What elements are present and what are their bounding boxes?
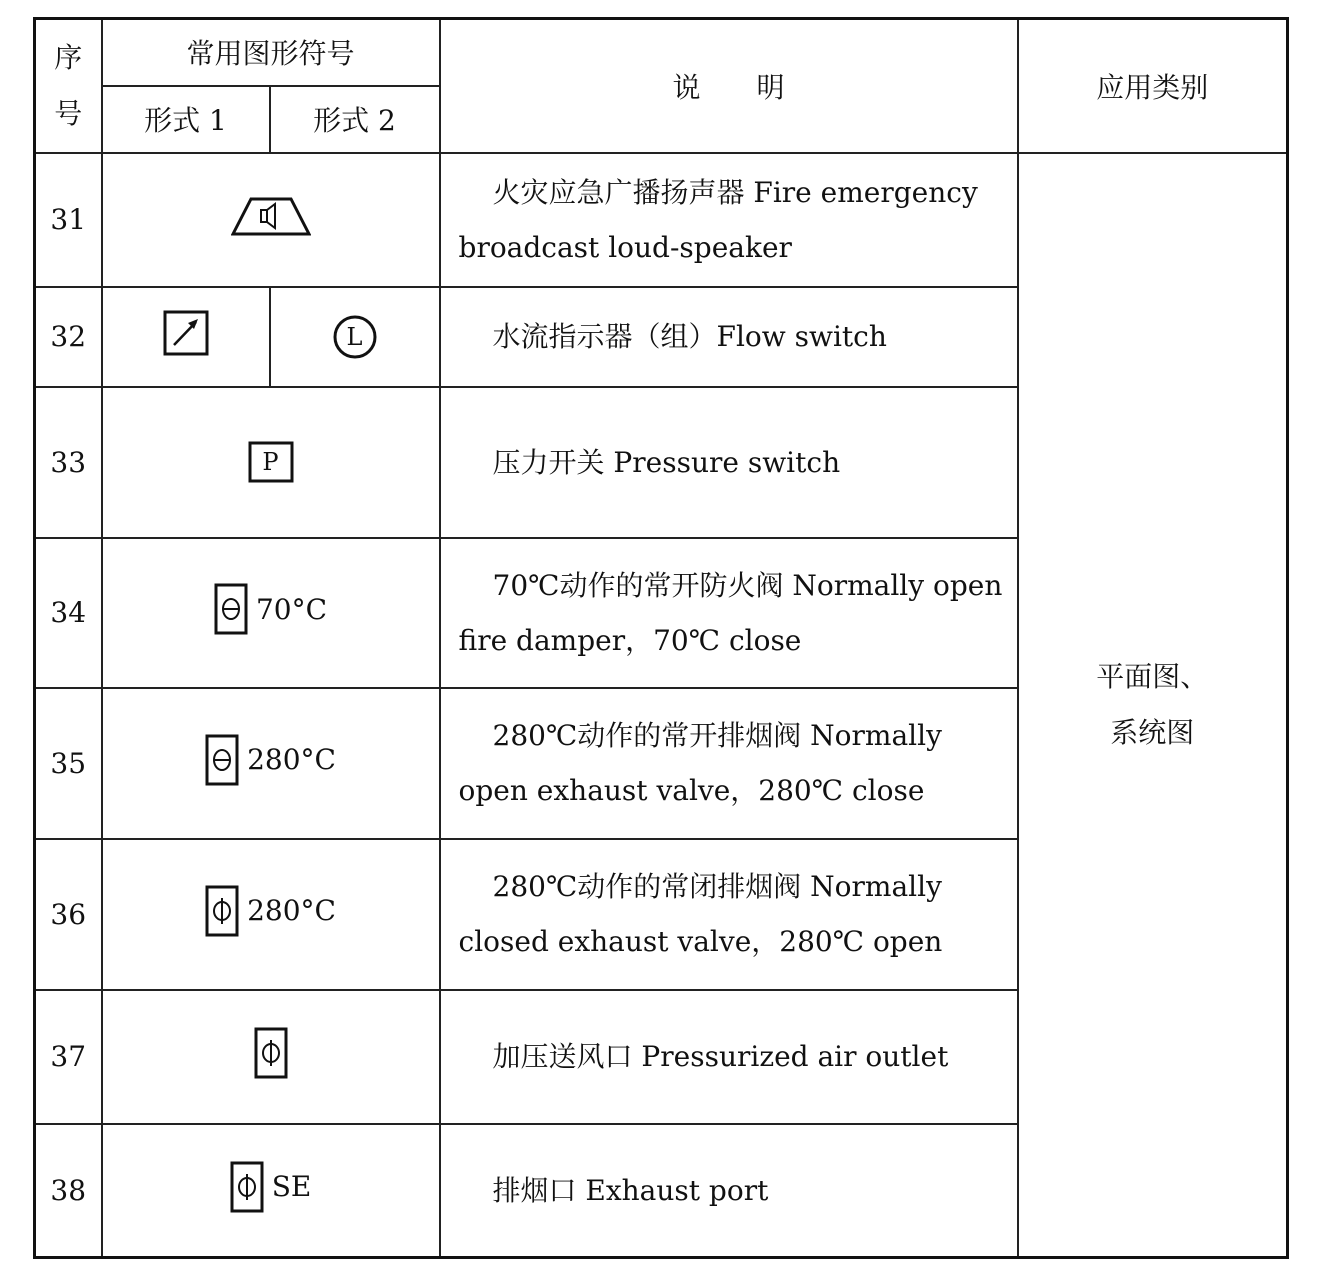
damper-theta-icon: [214, 583, 248, 635]
row-number: 35: [35, 688, 102, 839]
row-description: 排烟口 Exhaust port: [440, 1124, 1018, 1258]
symbol-cell: [102, 387, 440, 538]
loudspeaker-icon: [231, 196, 311, 236]
damper-phi-icon: [230, 1161, 264, 1213]
table-row: [35, 153, 1288, 287]
category-line1: 平面图、: [1096, 659, 1209, 693]
seq-header-line2: 号: [54, 96, 83, 130]
row-number: 32: [35, 287, 102, 387]
seq-header-line1: 序: [54, 40, 83, 74]
symbols-header: 常用图形符号: [102, 19, 440, 86]
damper-theta-icon: [205, 734, 239, 786]
symbol-table: [33, 17, 1289, 1259]
pressure-box-label: P: [262, 448, 279, 476]
symbol-cell: [102, 839, 440, 990]
symbol-label: 280°C: [247, 743, 336, 776]
symbol-label: 70°C: [255, 592, 328, 626]
damper-phi-icon: [205, 885, 239, 937]
header-row-1: [35, 19, 1288, 86]
row-description: 70℃动作的常开防火阀 Normally open fire damper，70℃ close: [440, 538, 1018, 688]
row-description: 280℃动作的常闭排烟阀 Normally closed exhaust valve，280℃ open: [440, 839, 1018, 990]
symbol-cell: [102, 688, 440, 839]
row-number: 34: [35, 538, 102, 688]
row-description: 火灾应急广播扬声器 Fire emergency broadcast loud-speaker: [440, 153, 1018, 287]
row-number: 38: [35, 1124, 102, 1258]
circle-l-icon: [332, 314, 378, 360]
category-cell: [1018, 153, 1288, 1258]
row-description: 加压送风口 Pressurized air outlet: [440, 990, 1018, 1124]
symbol-cell: [102, 1124, 440, 1258]
form2-header: 形式 2: [270, 86, 440, 153]
row-description: 水流指示器（组）Flow switch: [440, 287, 1018, 387]
circle-l-label: L: [346, 322, 363, 351]
symbol-label: 280°C: [247, 894, 336, 927]
row-number: 37: [35, 990, 102, 1124]
flow-arrow-box-icon: [163, 310, 209, 356]
row-number: 36: [35, 839, 102, 990]
desc-header: 说 明: [440, 19, 1018, 153]
symbol-cell: [102, 538, 440, 688]
form1-header: 形式 1: [102, 86, 270, 153]
symbol-cell: [102, 990, 440, 1124]
symbol-cell-form1: [102, 287, 270, 387]
pressure-box-icon: [248, 441, 294, 483]
row-number: 31: [35, 153, 102, 287]
symbol-cell-form2: [270, 287, 440, 387]
category-header: 应用类别: [1018, 19, 1288, 153]
category-line2: 系统图: [1110, 715, 1195, 749]
row-number: 33: [35, 387, 102, 538]
symbol-label: SE: [271, 1170, 312, 1204]
row-description: 280℃动作的常开排烟阀 Normally open exhaust valve，280℃ close: [440, 688, 1018, 839]
seq-header: [35, 19, 102, 153]
row-description: 压力开关 Pressure switch: [440, 387, 1018, 538]
symbol-cell: [102, 153, 440, 287]
damper-phi-icon: [254, 1027, 288, 1079]
